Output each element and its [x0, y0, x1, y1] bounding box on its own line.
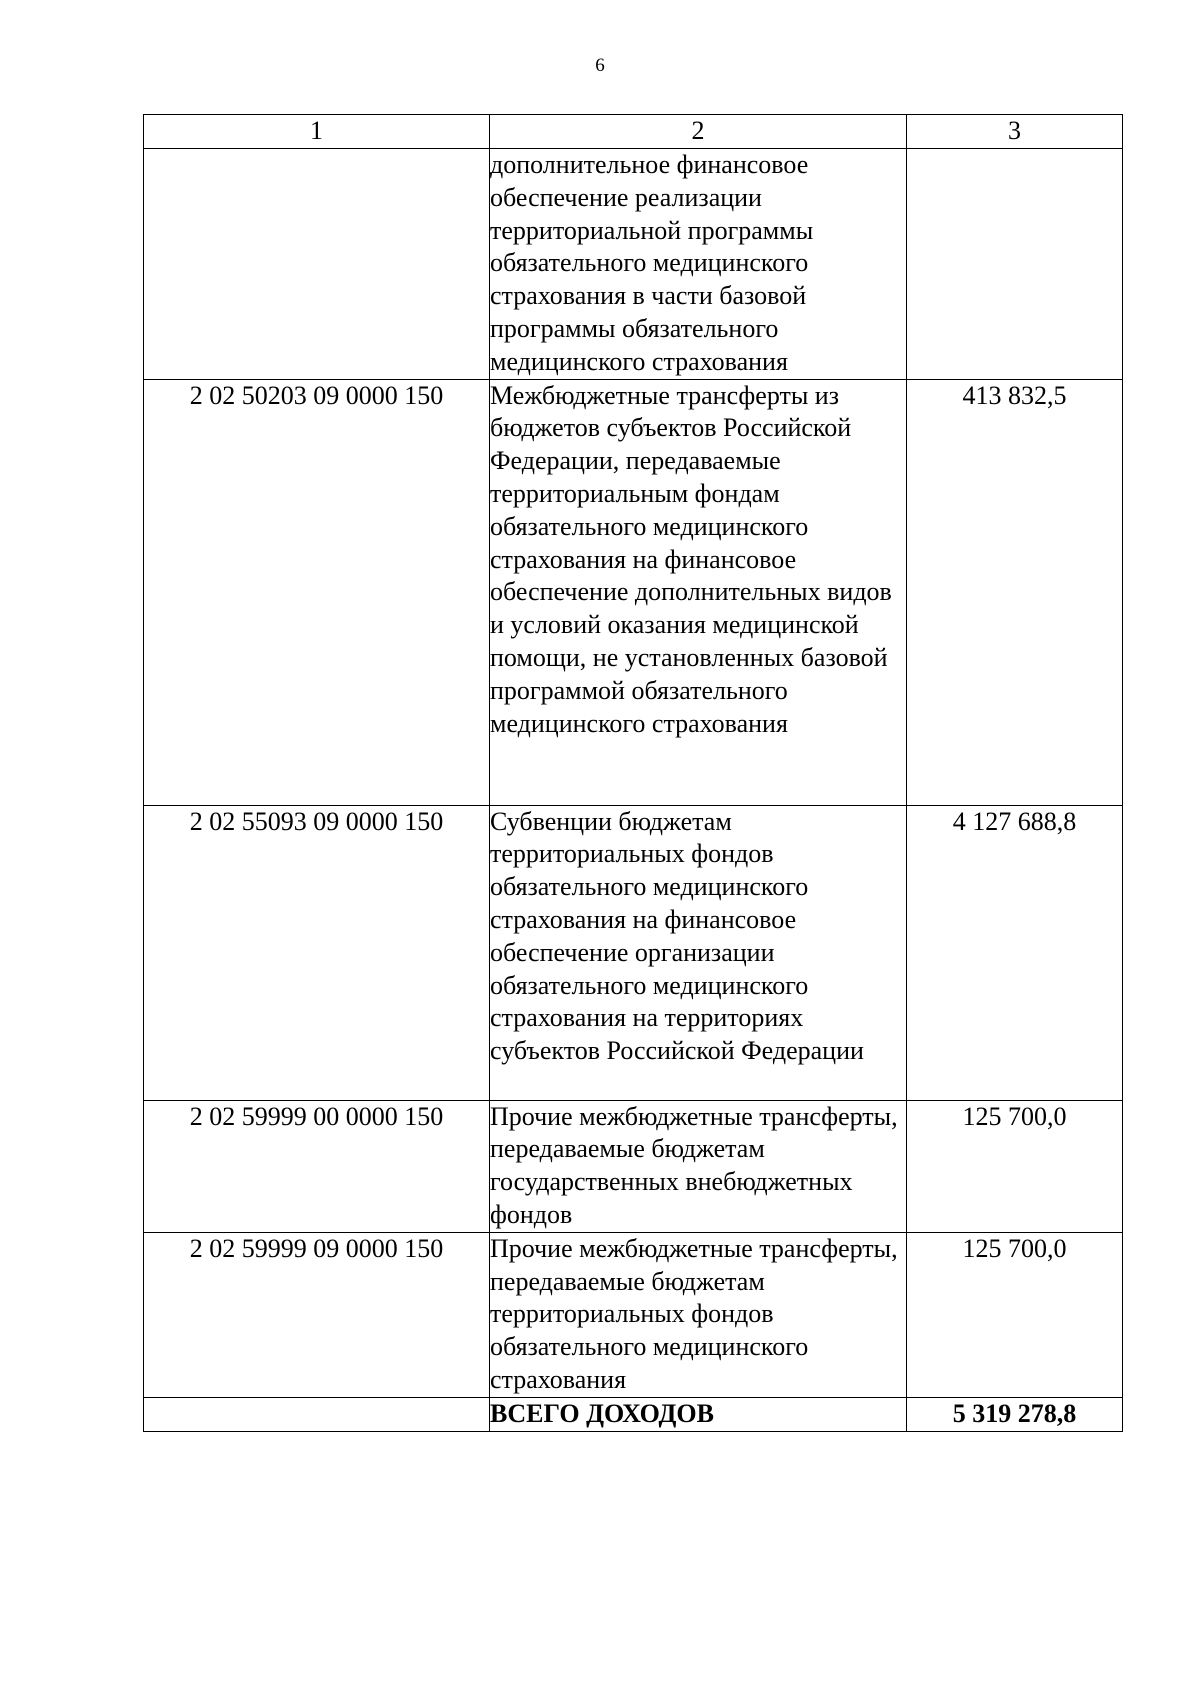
row-description: Субвенции бюджетам территориальных фондов обязательного медицинского страхования на финансовое обеспечение организации обязательного медицинского страхования на территориях субъектов Российской Федерации	[490, 805, 907, 1100]
table-row	[144, 149, 1123, 380]
row-amount: 413 832,5	[907, 379, 1123, 805]
table-row	[144, 805, 1123, 1100]
revenue-table	[143, 114, 1123, 1432]
row-code: 2 02 59999 09 0000 150	[144, 1232, 490, 1397]
row-amount: 125 700,0	[907, 1100, 1123, 1232]
table-row	[144, 379, 1123, 805]
column-header-code: 1	[144, 115, 490, 149]
table-header-row	[144, 115, 1123, 149]
total-amount: 5 319 278,8	[907, 1397, 1123, 1431]
table-row	[144, 1100, 1123, 1232]
total-code	[144, 1397, 490, 1431]
row-amount: 125 700,0	[907, 1232, 1123, 1397]
row-description: Прочие межбюджетные трансферты, передаваемые бюджетам территориальных фондов обязательного медицинского страхования	[490, 1232, 907, 1397]
row-code	[144, 149, 490, 380]
row-amount	[907, 149, 1123, 380]
page-number: 6	[595, 55, 605, 76]
total-label: ВСЕГО ДОХОДОВ	[490, 1397, 907, 1431]
table-row	[144, 1232, 1123, 1397]
total-row	[144, 1397, 1123, 1431]
row-description: Прочие межбюджетные трансферты, передаваемые бюджетам государственных внебюджетных фондов	[490, 1100, 907, 1232]
row-description: Межбюджетные трансферты из бюджетов субъектов Российской Федерации, передаваемые территориальным фондам обязательного медицинского страхования на финансовое обеспечение дополнительных видов и условий оказания медицинской помощи, не установленных базовой программой обязательного медицинского страхования	[490, 379, 907, 805]
row-code: 2 02 59999 00 0000 150	[144, 1100, 490, 1232]
row-description: дополнительное финансовое обеспечение реализации территориальной программы обязательного медицинского страхования в части базовой программы обязательного медицинского страхования	[490, 149, 907, 380]
row-code: 2 02 55093 09 0000 150	[144, 805, 490, 1100]
column-header-description: 2	[490, 115, 907, 149]
row-code: 2 02 50203 09 0000 150	[144, 379, 490, 805]
row-amount: 4 127 688,8	[907, 805, 1123, 1100]
column-header-amount: 3	[907, 115, 1123, 149]
